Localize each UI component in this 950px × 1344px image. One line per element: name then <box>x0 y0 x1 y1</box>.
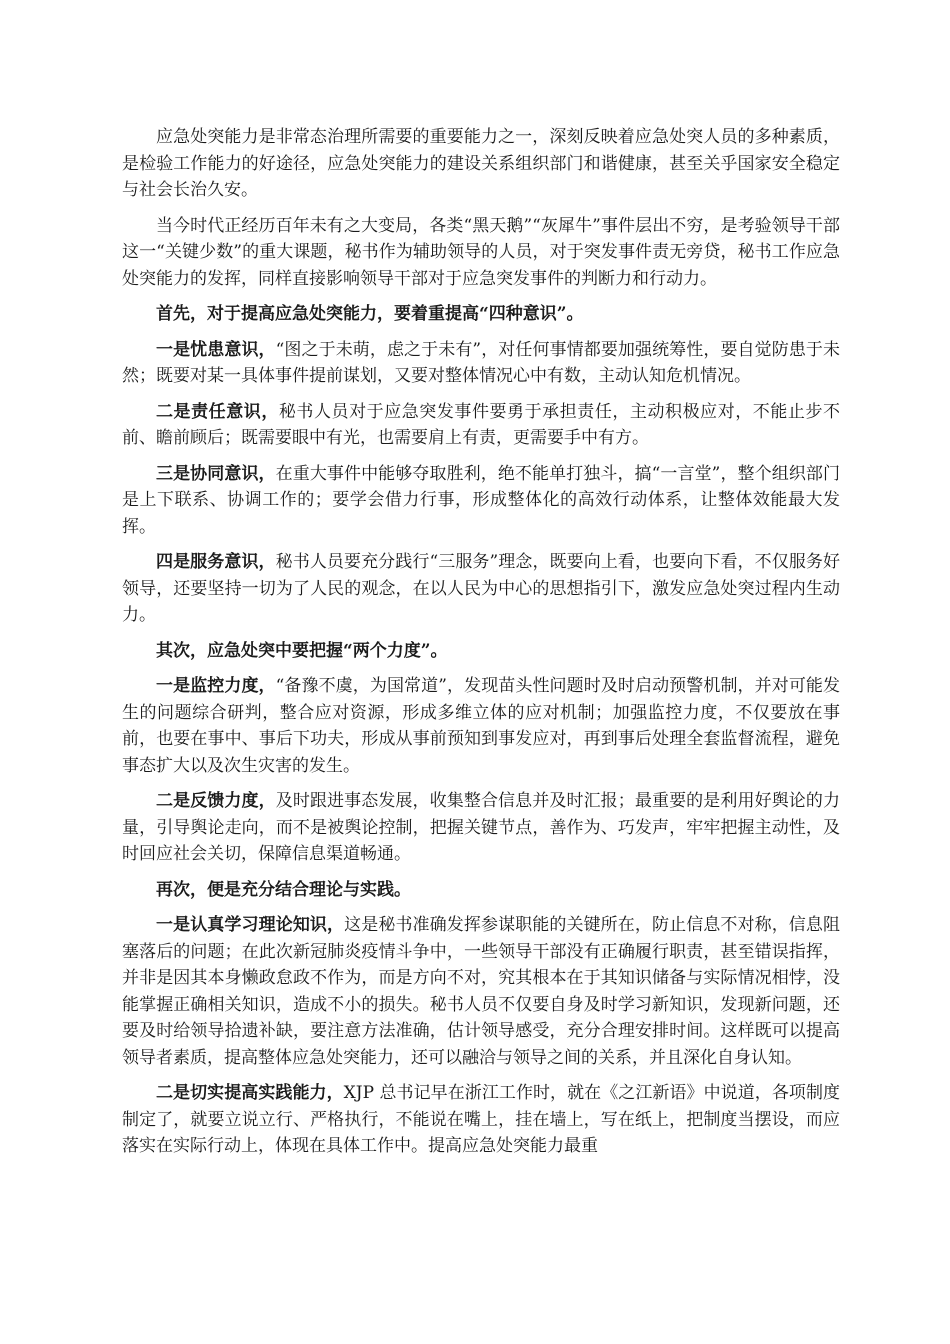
paragraph-theory <box>122 912 840 1071</box>
paragraph-intro: 应急处突能力是非常态治理所需要的重要能力之一，深刻反映着应急处突人员的多种素质，是检验工作能力的好途径，应急处突能力的建设关系组织部门和谐健康，甚至关乎国家安全稳定与社会长治久安。 <box>122 127 840 200</box>
paragraph-text: 秘书人员要充分践行“三服务”理念，既要向上看，也要向下看，不仅服务好领导，还要坚持一切为了人民的观念，在以人民为中心的思想指引下，激发应急处突过程内生动力。 <box>122 552 840 625</box>
paragraph-lead: 一是监控力度， <box>156 676 276 696</box>
section-heading-four-awareness: 首先，对于提高应急处突能力，要着重提高“四种意识”。 <box>156 304 584 324</box>
paragraph-context: 当今时代正经历百年未有之大变局，各类“黑天鹅”“灰犀牛”事件层出不穷，是考验领导干部这一“关键少数”的重大课题，秘书作为辅助领导的人员，对于突发事件责无旁贷，秘书工作应急处突能力的发挥，同样直接影响领导干部对于应急突发事件的判断力和行动力。 <box>122 215 840 289</box>
paragraph-text: 这是秘书准确发挥参谋职能的关键所在，防止信息不对称，信息阻塞落后的问题；在此次新冠肺炎疫情斗争中，一些领导干部没有正确履行职责，甚至错误指挥，并非是因其本身懒政怠政不作为，而是方向不对，究其根本在于其知识储备与实际情况相悖，没能掌握正确相关知识，造成不小的损失。秘书人员不仅要自身及时学习新知识，发现新问题，还要及时给领导拾遗补缺，要注意方法准确，估计领导感受，充分合理安排时间。这样既可以提高领导者素质，提高整体应急处突能力，还可以融洽与领导之间的关系，并且深化自身认知。 <box>122 915 841 1068</box>
paragraph-lead: 二是反馈力度， <box>156 791 276 811</box>
paragraph-lead: 一是忧患意识， <box>156 339 276 360</box>
paragraph-awareness-2 <box>122 399 840 452</box>
paragraph-lead: 二是责任意识， <box>156 401 279 422</box>
section-heading-two-strengths: 其次，应急处突中要把握“两个力度”。 <box>156 640 448 661</box>
paragraph-awareness-1 <box>122 337 840 390</box>
paragraph-text: 及时跟进事态发展，收集整合信息并及时汇报；最重要的是利用好舆论的力量，引导舆论走向，而不是被舆论控制，把握关键节点，善作为、巧发声，牢牢把握主动性，及时回应社会关切，保障信息渠道畅通。 <box>122 791 840 864</box>
paragraph-lead: 一是认真学习理论知识， <box>156 915 345 935</box>
paragraph-awareness-3 <box>122 461 840 541</box>
paragraph-practice <box>122 1080 840 1160</box>
document-body <box>122 124 840 1169</box>
paragraph-text: 秘书人员对于应急突发事件要勇于承担责任，主动积极应对，不能止步不前、瞻前顾后；既需要眼中有光，也需要肩上有责，更需要手中有方。 <box>122 401 841 448</box>
paragraph-text: “图之于未萌，虑之于未有”，对任何事情都要加强统筹性，要自觉防患于未然；既要对某一具体事件提前谋划，又要对整体情况心中有数，主动认知危机情况。 <box>122 339 840 386</box>
paragraph-lead: 三是协同意识， <box>156 463 276 484</box>
paragraph-awareness-4 <box>122 549 840 629</box>
section-heading-theory-practice: 再次，便是充分结合理论与实践。 <box>156 879 411 900</box>
paragraph-text: 在重大事件中能够夺取胜利，绝不能单打独斗，搞“一言堂”，整个组织部门是上下联系、协调工作的；要学会借力行事，形成整体化的高效行动体系，让整体效能最大发挥。 <box>122 463 840 537</box>
paragraph-lead: 四是服务意识， <box>156 552 276 572</box>
paragraph-strength-1 <box>122 673 840 779</box>
paragraph-lead: 二是切实提高实践能力， <box>156 1083 344 1103</box>
paragraph-text: “备豫不虞，为国常道”，发现苗头性问题时及时启动预警机制，并对可能发生的问题综合研判，整合应对资源，形成多维立体的应对机制；加强监控力度，不仅要放在事前，也要在事中、事后下功夫，形成从事前预知到事发应对，再到事后处理全套监督流程，避免事态扩大以及次生灾害的发生。 <box>122 676 840 776</box>
paragraph-strength-2 <box>122 788 840 868</box>
paragraph-text: XJP 总书记早在浙江工作时，就在《之江新语》中说道，各项制度制定了，就要立说立行、严格执行，不能说在嘴上，挂在墙上，写在纸上，把制度当摆设，而应落实在实际行动上，体现在具体工作中。提高应急处突能力最重 <box>122 1083 841 1156</box>
